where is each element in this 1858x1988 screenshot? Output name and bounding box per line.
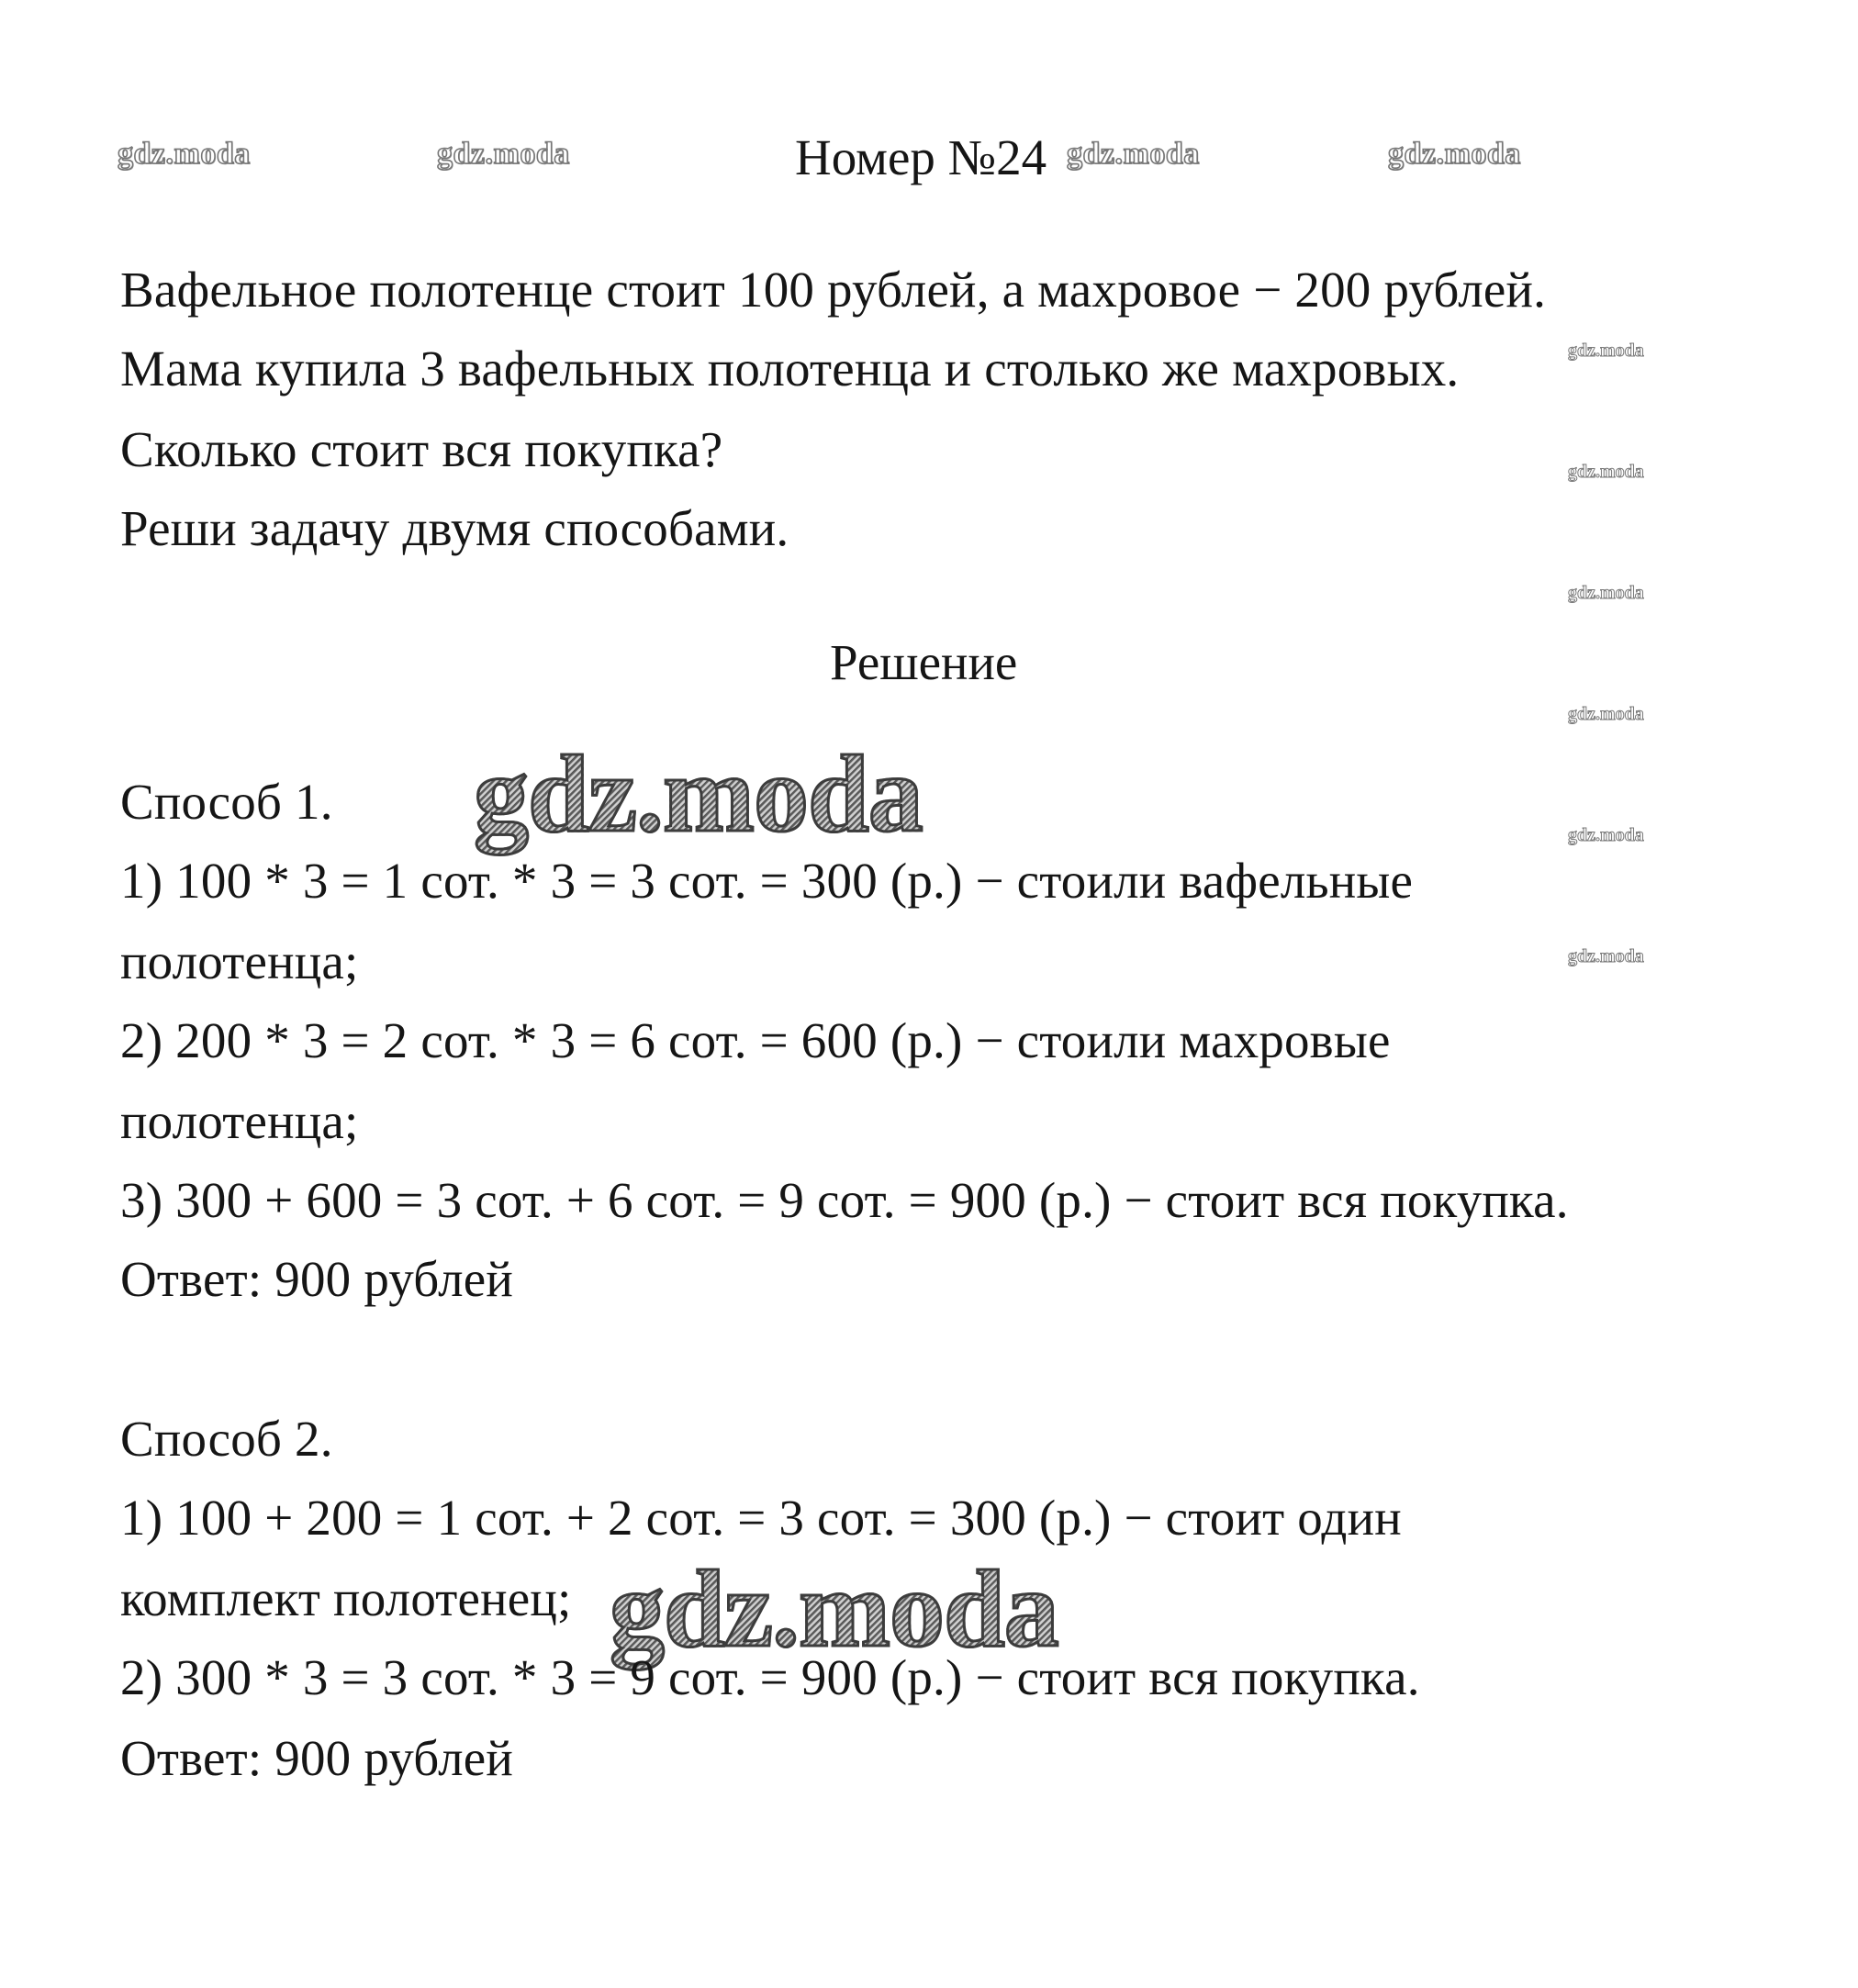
watermark-large: gdz.moda (610, 1547, 1058, 1670)
method1-answer: Ответ: 900 рублей (120, 1251, 513, 1307)
method1-step-3: 3) 300 + 600 = 3 сот. + 6 сот. = 9 сот. = 900 (р.) − стоит вся покупка. (120, 1172, 1569, 1228)
method1-step-1-cont: полотенца; (120, 933, 359, 989)
watermark: gdz.moda (437, 137, 570, 171)
watermark: gdz.moda (1568, 341, 1644, 361)
method2-step-1-cont: комплект полотенец; (120, 1570, 572, 1626)
solution-heading: Решение (830, 634, 1018, 690)
method2-title: Способ 2. (120, 1411, 333, 1467)
page-title: Номер №24 (795, 129, 1047, 185)
problem-line-2: Мама купила 3 вафельных полотенца и столько же махровых. (120, 341, 1460, 396)
problem-line-1: Вафельное полотенце стоит 100 рублей, а махровое − 200 рублей. (120, 262, 1547, 318)
method2-step-1: 1) 100 + 200 = 1 сот. + 2 сот. = 3 сот. = 300 (р.) − стоит один (120, 1490, 1402, 1546)
watermark-large: gdz.moda (474, 732, 923, 854)
method1-title: Способ 1. (120, 774, 333, 830)
watermark: gdz.moda (1568, 462, 1644, 482)
problem-line-4: Реши задачу двумя способами. (120, 500, 789, 556)
method1-step-1: 1) 100 * 3 = 1 сот. * 3 = 3 сот. = 300 (р.) − стоили вафельные (120, 853, 1414, 909)
watermark: gdz.moda (1388, 137, 1521, 171)
method2-step-2: 2) 300 * 3 = 3 сот. * 3 = 9 сот. = 900 (р.) − стоит вся покупка. (120, 1649, 1420, 1705)
method1-step-2-cont: полотенца; (120, 1093, 359, 1149)
watermark: gdz.moda (1568, 704, 1644, 724)
watermark: gdz.moda (1568, 946, 1644, 966)
method1-step-2: 2) 200 * 3 = 2 сот. * 3 = 6 сот. = 600 (р.) − стоили махровые (120, 1012, 1391, 1068)
watermark: gdz.moda (1568, 583, 1644, 603)
watermark: gdz.moda (118, 137, 251, 171)
watermark: gdz.moda (1067, 137, 1200, 171)
problem-line-3: Сколько стоит вся покупка? (120, 421, 723, 477)
watermark: gdz.moda (1568, 825, 1644, 845)
method2-answer: Ответ: 900 рублей (120, 1730, 513, 1786)
